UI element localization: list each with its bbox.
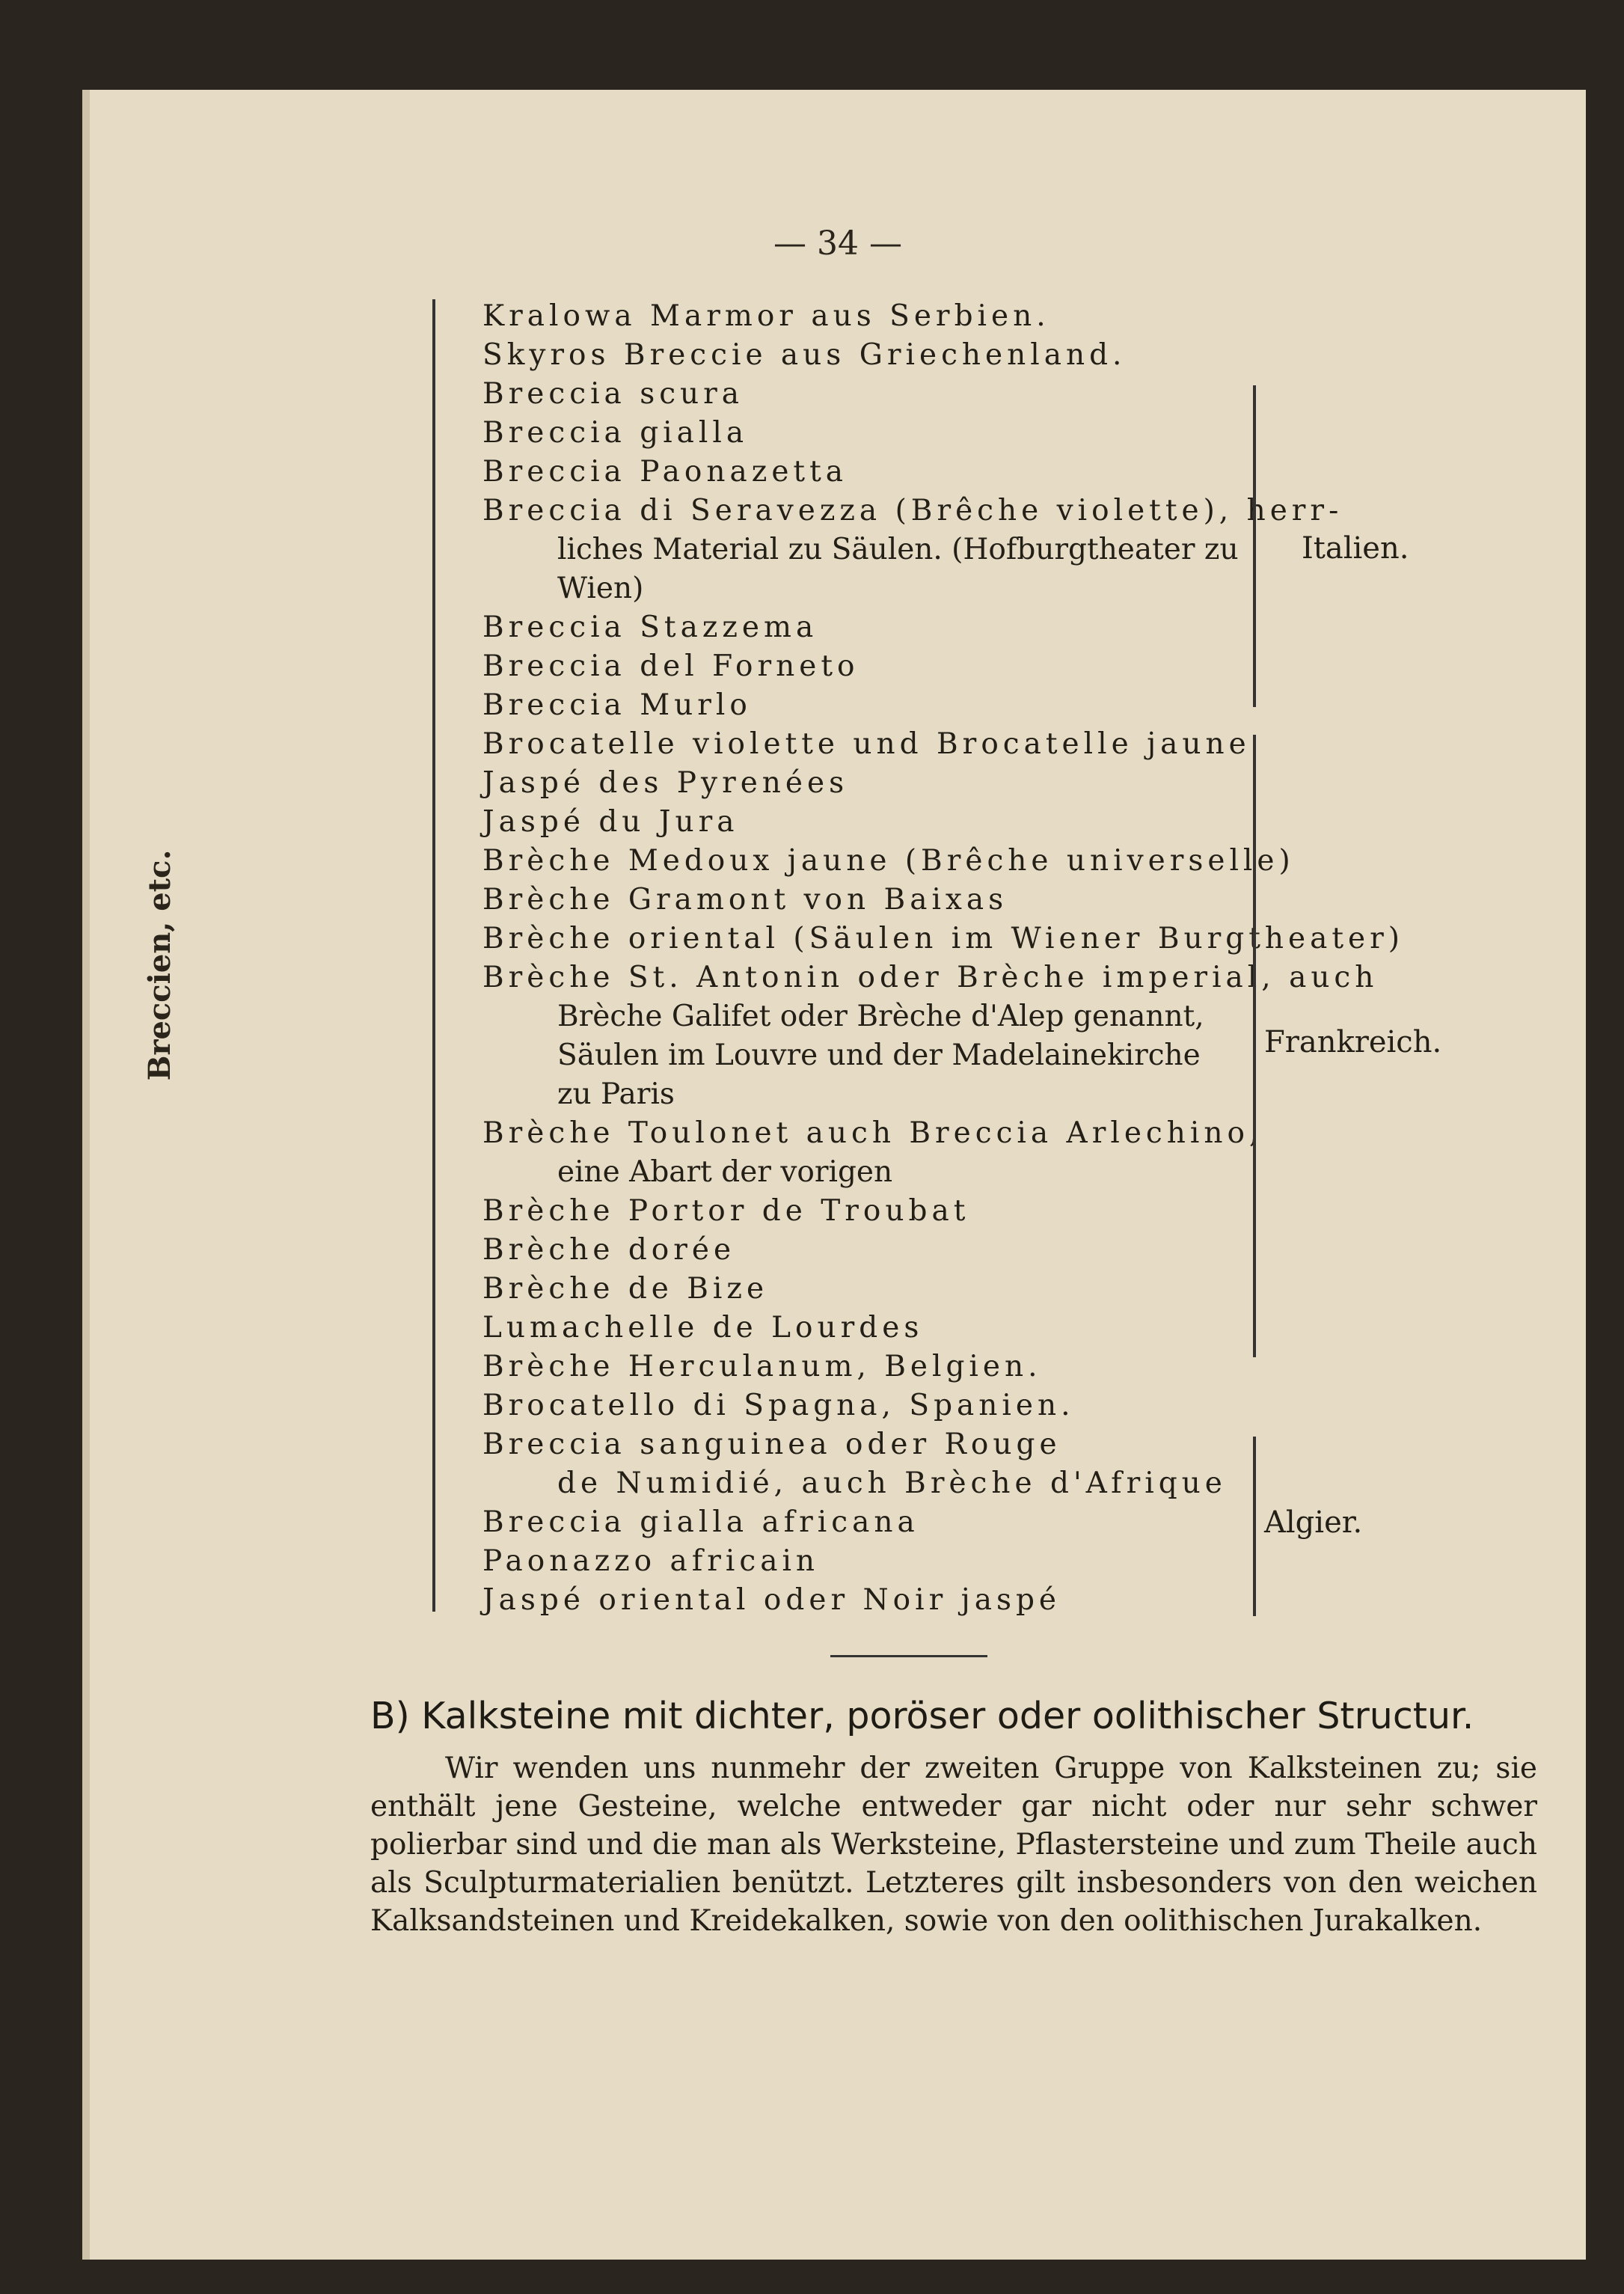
list-entry: Brèche oriental (Säulen im Wiener Burgtheater) — [482, 922, 1404, 955]
list-entry: Breccia gialla africana — [482, 1505, 919, 1539]
list-entry-continuation: Wien) — [557, 572, 644, 605]
list-entry-continuation: liches Material zu Säulen. (Hofburgtheater zu — [557, 533, 1239, 566]
list-entry: Breccia Murlo — [482, 688, 752, 722]
region-france: Frankreich. — [1264, 1025, 1442, 1059]
list-entry: Kralowa Marmor aus Serbien. — [482, 299, 1050, 333]
list-entry: Brèche dorée — [482, 1233, 736, 1267]
list-entry: Breccia scura — [482, 377, 744, 411]
list-entry: Brèche de Bize — [482, 1272, 769, 1306]
list-entry: Breccia sanguinea oder Rouge — [482, 1428, 1061, 1461]
section-divider — [830, 1655, 987, 1657]
list-entry: Breccia Paonazetta — [482, 455, 848, 489]
list-entry-continuation: de Numidié, auch Brèche d'Afrique — [557, 1466, 1227, 1500]
side-label: Breccien, etc. — [142, 849, 177, 1081]
algeria-brace — [1245, 1437, 1256, 1616]
list-entry: Jaspé du Jura — [482, 805, 739, 839]
list-entry: Lumachelle de Lourdes — [482, 1311, 924, 1345]
page-number: — 34 — — [773, 224, 902, 263]
section-paragraph: Wir wenden uns nunmehr der zweiten Gruppe von Kalksteinen zu; sie enthält jene Gesteine, welche entweder gar nicht oder nur sehr schwer polierbar sind und die man als Werksteine, Pflastersteine und zum Theile auch als Sculpturmaterialien benützt. Letzteres gilt insbesonders von den weichen Kalksandsteinen und Kreidekalken, sowie von den oolithischen Jurakalken. — [370, 1752, 1537, 1938]
list-entry: Breccia Stazzema — [482, 611, 818, 644]
list-entry-continuation: Brèche Galifet oder Brèche d'Alep genannt, — [557, 1000, 1204, 1033]
list-entry-continuation: Säulen im Louvre und der Madelainekirche — [557, 1039, 1201, 1072]
list-entry: Jaspé des Pyrenées — [482, 766, 849, 800]
list-entry: Brèche Portor de Troubat — [482, 1194, 970, 1228]
italy-brace — [1245, 385, 1256, 707]
list-entry-continuation: eine Abart der vorigen — [557, 1155, 893, 1189]
list-entry: Brèche Herculanum, Belgien. — [482, 1350, 1042, 1383]
list-entry: Breccia del Forneto — [482, 649, 860, 683]
list-entry: Brèche Gramont von Baixas — [482, 883, 1008, 917]
list-entry-continuation: zu Paris — [557, 1077, 675, 1111]
list-entry: Paonazzo africain — [482, 1544, 820, 1578]
list-entry: Jaspé oriental oder Noir jaspé — [482, 1583, 1061, 1617]
list-entry: Breccia di Seravezza (Brêche violette), herr- — [482, 494, 1343, 527]
list-entry: Brèche Medoux jaune (Brêche universelle) — [482, 844, 1295, 878]
region-italy: Italien. — [1302, 531, 1409, 566]
list-entry: Breccia gialla — [482, 416, 749, 450]
left-brace — [432, 299, 446, 1612]
list-entry: Brèche St. Antonin oder Brèche imperial, auch — [482, 961, 1379, 994]
section-heading: B) Kalksteine mit dichter, poröser oder oolithischer Structur. — [370, 1695, 1474, 1737]
list-entry: Brocatello di Spagna, Spanien. — [482, 1389, 1075, 1422]
france-brace — [1245, 735, 1256, 1357]
list-entry: Brocatelle violette und Brocatelle jaune — [482, 727, 1251, 761]
region-algeria: Algier. — [1264, 1505, 1363, 1540]
list-entry: Skyros Breccie aus Griechenland. — [482, 338, 1127, 372]
book-page — [82, 90, 1586, 2260]
list-entry: Brèche Toulonet auch Breccia Arlechino, — [482, 1116, 1263, 1150]
